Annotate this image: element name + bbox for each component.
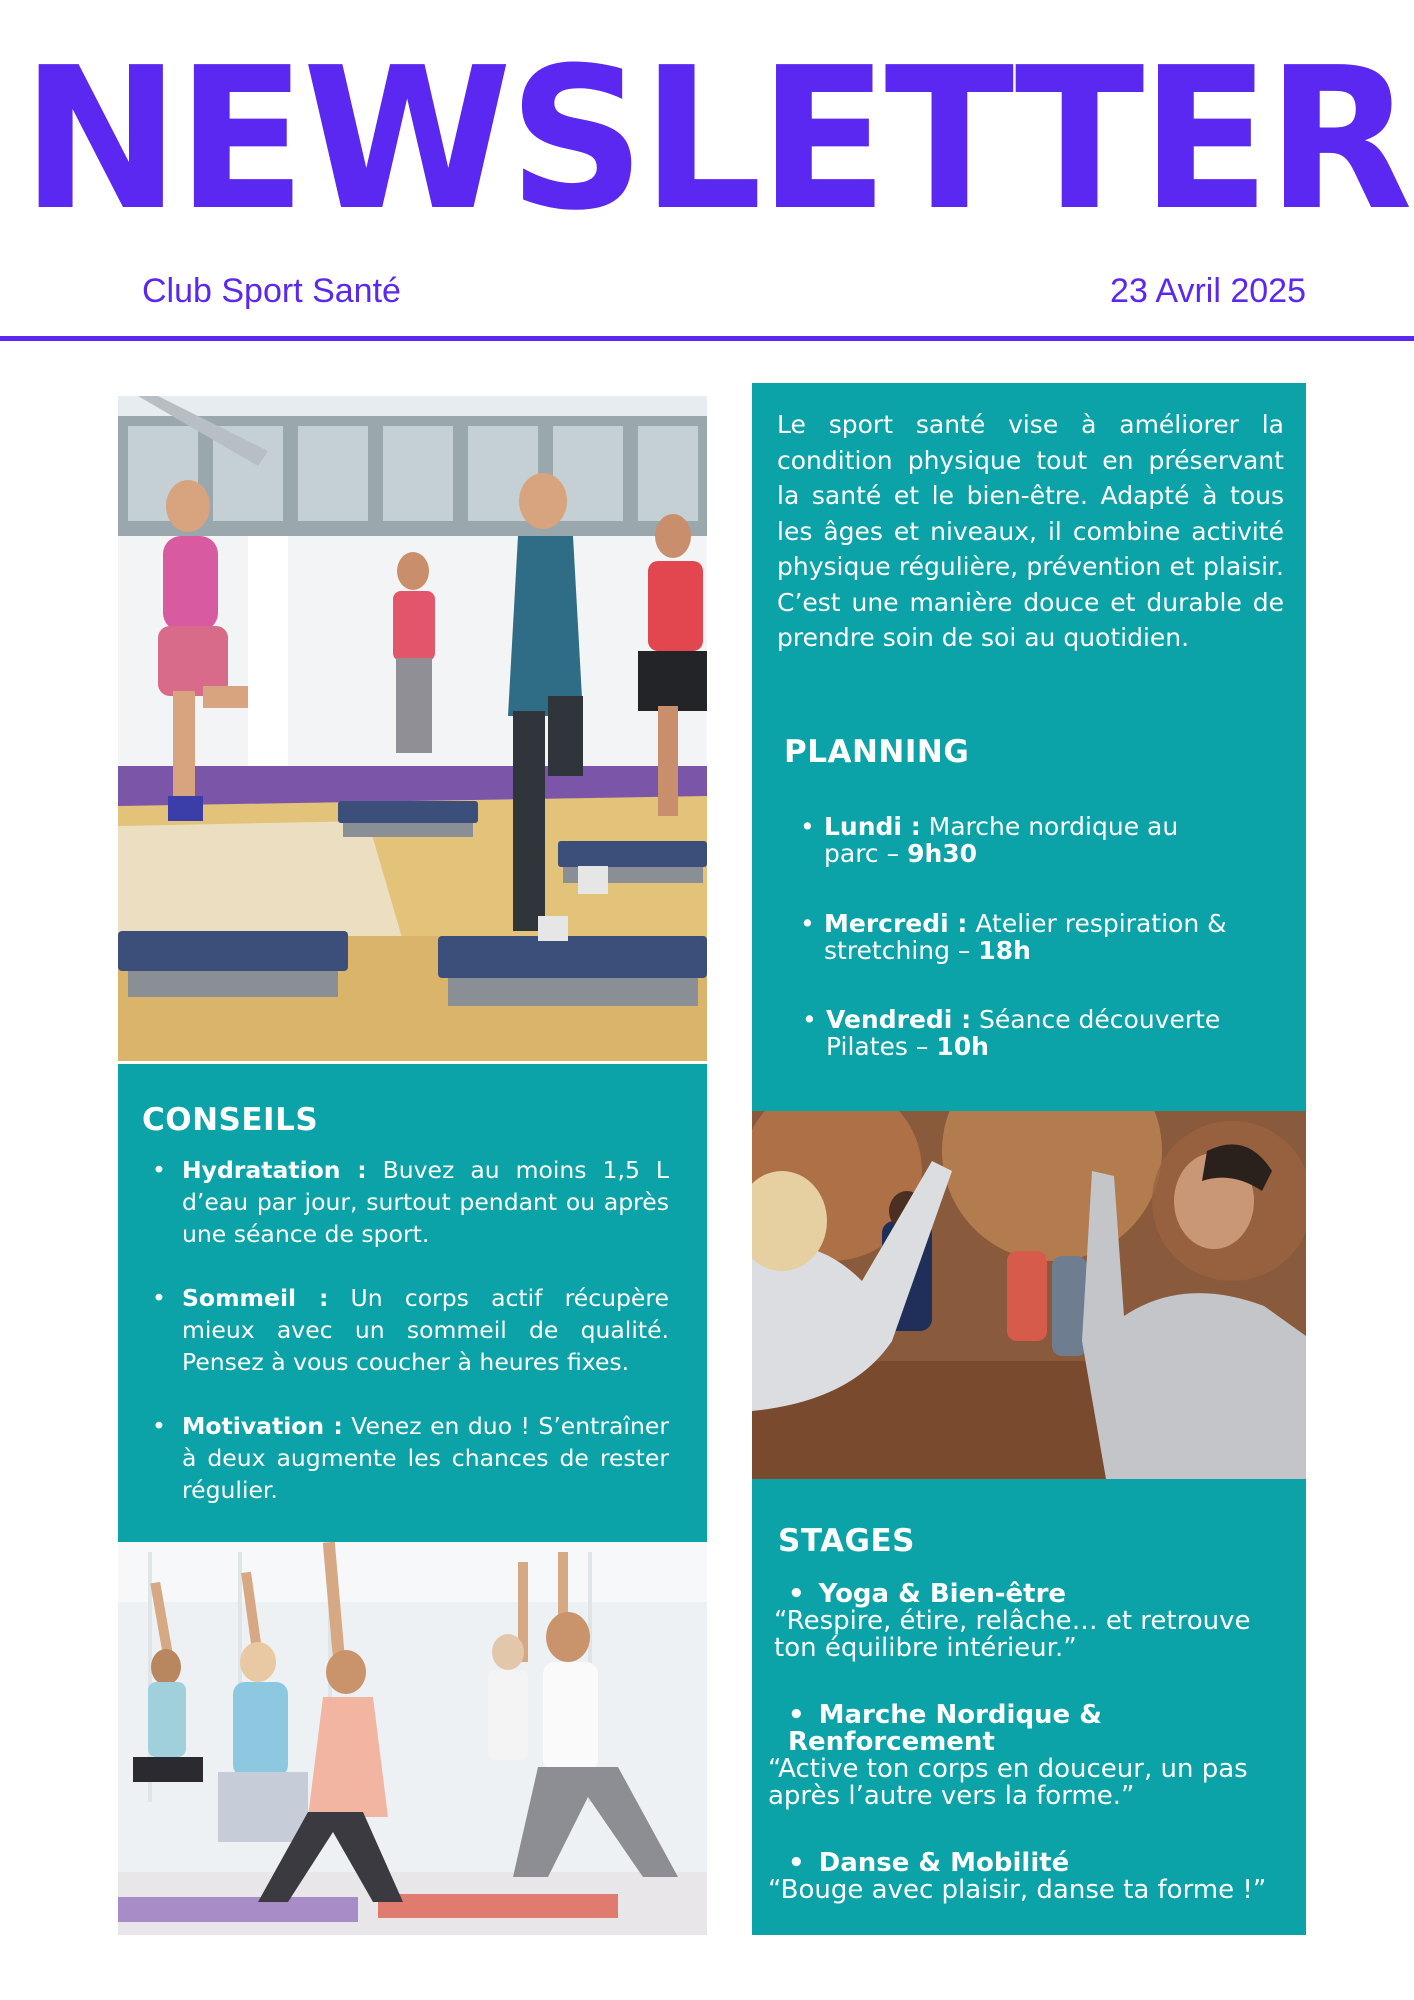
header-divider [0, 336, 1414, 341]
newsletter-title: NEWSLETTER [21, 26, 1410, 254]
bullet-icon: • [788, 1848, 805, 1878]
tip-item [142, 1410, 669, 1506]
stage-quote: “Bouge avec plaisir, danse ta forme !” [768, 1875, 1267, 1905]
tip-label: Sommeil : [182, 1284, 329, 1312]
tip-text: Venez en duo ! S’entraîner à deux augmente les chances de rester régulier. [182, 1412, 669, 1504]
outdoor-high-five-photo [752, 1111, 1306, 1479]
conseils-panel [118, 1064, 707, 1542]
bullet-icon: • [800, 812, 815, 841]
organization-name: Club Sport Santé [142, 272, 401, 310]
bullet-icon: • [788, 1579, 805, 1609]
bullet-icon: • [152, 1412, 166, 1440]
stage-quote: “Respire, étire, relâche… et retrouve ton équilibre intérieur.” [774, 1606, 1251, 1663]
planning-heading: PLANNING [784, 734, 970, 770]
stage-item [768, 1700, 1286, 1811]
planning-time: 18h [978, 936, 1031, 965]
bullet-icon: • [152, 1156, 166, 1184]
bullet-icon: • [802, 1005, 817, 1034]
planning-day: Mercredi : [824, 909, 968, 938]
stages-heading: STAGES [778, 1523, 916, 1559]
tip-label: Hydratation : [182, 1156, 367, 1184]
planning-day: Lundi : [824, 812, 921, 841]
bullet-icon: • [788, 1700, 805, 1730]
aerobics-class-photo [118, 396, 707, 1061]
planning-activity: Atelier respiration & stretching – [824, 909, 1227, 965]
planning-item [800, 812, 1204, 868]
issue-date: 23 Avril 2025 [1110, 272, 1306, 310]
planning-activity: Séance découverte Pilates – [826, 1005, 1221, 1061]
yoga-class-photo [118, 1542, 707, 1935]
planning-activity: Marche nordique au parc – [824, 812, 1179, 868]
tip-text: Buvez au moins 1,5 L d’eau par jour, surtout pendant ou après une séance de sport. [182, 1156, 670, 1248]
tip-text: Un corps actif récupère mieux avec un sommeil de qualité. Pensez à vous coucher à heures fixes. [182, 1284, 669, 1376]
stage-quote: “Active ton corps en douceur, un pas après l’autre vers la forme.” [768, 1754, 1248, 1811]
stage-item [768, 1848, 1286, 1905]
tip-item [142, 1154, 669, 1250]
stage-name: • Marche Nordique & Renforcement [788, 1700, 1102, 1757]
planning-item [800, 909, 1244, 965]
stages-panel [752, 1479, 1306, 1935]
stage-name: • Danse & Mobilité [788, 1848, 1070, 1878]
tip-item [142, 1282, 669, 1378]
tip-label: Motivation : [182, 1412, 343, 1440]
planning-time: 9h30 [907, 839, 978, 868]
bullet-icon: • [152, 1284, 166, 1312]
intro-text: Le sport santé vise à améliorer la condition physique tout en préservant la santé et le bien-être. Adapté à tous les âges et niveaux, il combine activité physique régulière, prévention et plaisir. C’est une manière douce et durable de prendre soin de soi au quotidien. [777, 410, 1284, 652]
planning-item [802, 1005, 1246, 1061]
planning-time: 10h [936, 1032, 989, 1061]
stage-item [774, 1581, 1286, 1662]
stage-name: • Yoga & Bien-être [788, 1579, 1067, 1609]
planning-day: Vendredi : [826, 1005, 972, 1034]
bullet-icon: • [800, 909, 815, 938]
conseils-heading: CONSEILS [142, 1102, 319, 1138]
